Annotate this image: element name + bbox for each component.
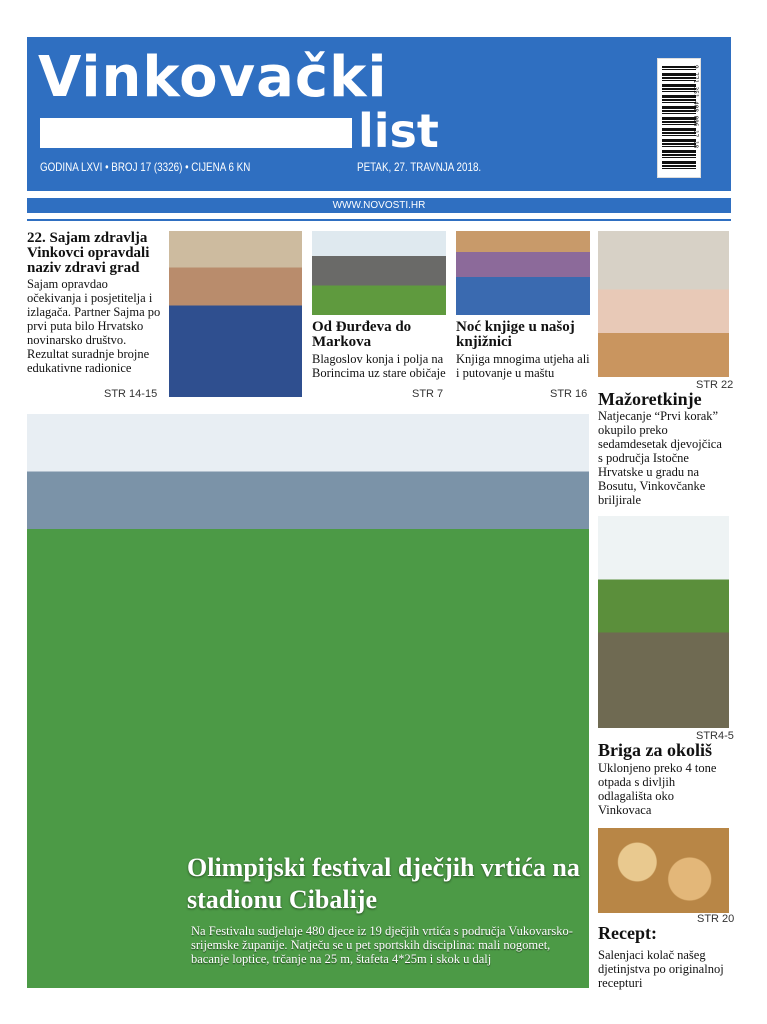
story-okolis-page: STR4-5 xyxy=(696,730,734,742)
masthead-title: Vinkovački xyxy=(38,45,388,110)
story-knjiga-headline[interactable]: Noć knjige u našoj knjižnici xyxy=(456,319,575,350)
story-recept-headline[interactable]: Recept: xyxy=(598,923,657,943)
story-okolis-headline[interactable]: Briga za okoliš xyxy=(598,740,713,760)
photo-sajam[interactable] xyxy=(169,231,302,397)
masthead-bar xyxy=(40,118,352,148)
barcode-lines xyxy=(662,66,696,170)
website-link[interactable]: WWW.NOVOSTI.HR xyxy=(27,198,731,213)
story-recept-page: STR 20 xyxy=(697,913,735,925)
photo-cleanup[interactable] xyxy=(598,516,729,728)
story-sajam-page: STR 14-15 xyxy=(104,388,158,400)
story-knjiga-body: Knjiga mnogima utjeha ali i putovanje u maštu xyxy=(456,352,590,380)
photo-horses[interactable] xyxy=(312,231,446,315)
photo-majorettes[interactable] xyxy=(598,231,729,377)
main-story-body: Na Festivalu sudjeluje 480 djece iz 19 dječjih vrtića s područja Vukovarsko-srijemske županije. Natječu se u pet sportskih disciplina: mali nogomet, bacanje loptice, trčanje na 25 m, štafeta 4*25m i skok u dalj xyxy=(191,924,573,966)
divider xyxy=(27,219,731,221)
main-story-headline[interactable]: Olimpijski festival dječjih vrtića na stadionu Cibalije xyxy=(187,853,580,914)
barcode xyxy=(657,58,701,178)
story-durdevo-page: STR 7 xyxy=(412,388,444,400)
story-sajam-headline[interactable]: 22. Sajam zdravlja Vinkovci opravdali naziv zdravi grad xyxy=(27,230,150,276)
story-knjiga-page: STR 16 xyxy=(550,388,588,400)
issue-info: GODINA LXVI • BROJ 17 (3326) • CIJENA 6 KN xyxy=(40,160,251,174)
story-okolis-body: Uklonjeno preko 4 tone otpada s divljih odlagališta oko Vinkovaca xyxy=(598,761,717,817)
story-mazoretkinje-page: STR 22 xyxy=(696,379,734,391)
story-durdevo-headline[interactable]: Od Đurđeva do Markova xyxy=(312,319,412,350)
story-mazoretkinje-body: Natjecanje “Prvi korak” okupilo preko sedamdesetak djevojčica s područja Istočne Hrvatske u gradu na Bosutu, Vinkovčanke briljirale xyxy=(598,409,722,507)
photo-pastry[interactable] xyxy=(598,828,729,913)
story-durdevo-body: Blagoslov konja i polja na Borincima uz stare običaje xyxy=(312,352,446,380)
barcode-number: 9 771 351 408 006 17 18 xyxy=(692,65,699,149)
photo-library[interactable] xyxy=(456,231,590,315)
story-mazoretkinje-headline[interactable]: Mažoretkinje xyxy=(598,389,702,409)
story-sajam-body: Sajam opravdao očekivanja i posjetitelja i izlagača. Partner Sajma po prvi puta bilo Hrvatsko novinarsko društvo. Rezultat suradnje brojne edukativne radionice xyxy=(27,277,161,375)
story-recept-body: Salenjaci kolač našeg djetinjstva po originalnoj recepturi xyxy=(598,948,724,990)
masthead-title-list: list xyxy=(358,104,439,158)
issue-date: PETAK, 27. TRAVNJA 2018. xyxy=(357,160,482,174)
